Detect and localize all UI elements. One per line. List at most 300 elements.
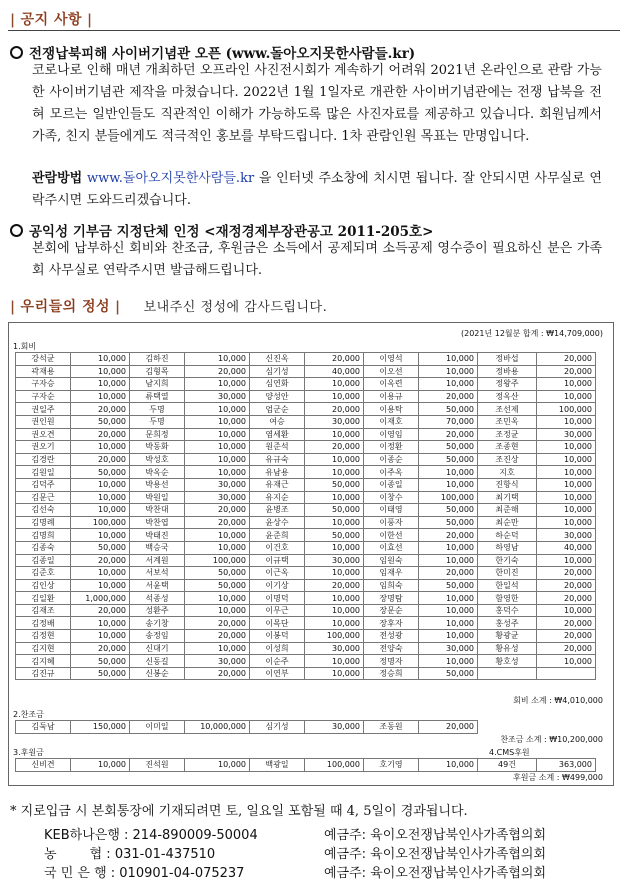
donor-name-cell: 정승희 <box>364 667 419 680</box>
amount-cell: 10,000 <box>305 378 364 391</box>
donor-name-cell: 이옥련 <box>364 378 419 391</box>
amount-cell: 50,000 <box>419 516 478 529</box>
bank-holder-1: 예금주: 육이오전쟁납북인사가족협의회 <box>324 828 546 843</box>
table-row <box>16 630 596 643</box>
amount-cell: 10,000 <box>537 390 596 403</box>
amount-cell: 10,000 <box>185 759 250 772</box>
amount-cell: 50,000 <box>419 579 478 592</box>
donor-name-cell: 심연화 <box>250 378 305 391</box>
donor-name-cell: 한미진 <box>478 567 537 580</box>
donor-name-cell <box>478 667 537 680</box>
amount-cell: 30,000 <box>185 491 250 504</box>
donations-subtitle: 보내주신 정성에 감사드립니다. <box>143 300 328 315</box>
donor-name-cell: 김지현 <box>16 642 71 655</box>
amount-cell: 10,000 <box>71 617 130 630</box>
notice-item2-title <box>10 220 433 240</box>
amount-cell: 10,000 <box>305 617 364 630</box>
amount-cell: 100,000 <box>419 491 478 504</box>
support-subtotal: 후원금 소계 : ₩499,000 <box>513 773 603 782</box>
sponsor-table <box>15 720 478 734</box>
amount-cell: 10,000 <box>185 604 250 617</box>
table-row <box>16 617 596 630</box>
donor-name-cell: 권일주 <box>16 403 71 416</box>
amount-cell: 10,000 <box>419 617 478 630</box>
amount-cell: 40,000 <box>305 365 364 378</box>
donor-name-cell: 이명덕 <box>250 592 305 605</box>
circle-bullet-icon <box>10 46 23 59</box>
donor-name-cell: 진석원 <box>130 759 185 772</box>
donations-box <box>8 322 614 786</box>
notice-section-title: | 공지 사항 | <box>10 12 93 28</box>
donor-name-cell: 송기창 <box>130 617 185 630</box>
donor-name-cell: 한일석 <box>478 579 537 592</box>
amount-cell: 10,000 <box>71 504 130 517</box>
donor-name-cell: 정바용 <box>478 365 537 378</box>
amount-cell: 10,000 <box>71 353 130 366</box>
donor-name-cell: 구자승 <box>16 378 71 391</box>
amount-cell: 10,000 <box>419 478 478 491</box>
amount-cell: 20,000 <box>185 667 250 680</box>
amount-cell: 10,000 <box>537 378 596 391</box>
amount-cell: 10,000 <box>537 441 596 454</box>
amount-cell: 10,000 <box>537 516 596 529</box>
table-row <box>16 378 596 391</box>
amount-cell: 20,000 <box>419 529 478 542</box>
amount-cell: 20,000 <box>185 504 250 517</box>
donor-name-cell: 윤상수 <box>250 516 305 529</box>
donor-name-cell: 염세환 <box>250 428 305 441</box>
amount-cell: 10,000 <box>185 541 250 554</box>
amount-cell: 10,000 <box>305 466 364 479</box>
donor-name-cell: 문희정 <box>130 428 185 441</box>
bank-line-2 <box>44 843 546 862</box>
amount-cell: 100,000 <box>305 630 364 643</box>
amount-cell: 20,000 <box>71 428 130 441</box>
amount-cell: 100,000 <box>537 403 596 416</box>
donor-name-cell: 황유성 <box>478 642 537 655</box>
donor-name-cell: 유지순 <box>250 491 305 504</box>
notice-title: 공지 사항 <box>20 12 83 28</box>
amount-cell: 10,000 <box>185 529 250 542</box>
donor-name-cell: 이무근 <box>250 604 305 617</box>
amount-cell: 10,000 <box>305 491 364 504</box>
amount-cell: 10,000 <box>71 365 130 378</box>
support-label: 3.후원금 <box>13 748 44 757</box>
donor-name-cell: 황호성 <box>478 655 537 668</box>
donor-name-cell: 이기상 <box>250 579 305 592</box>
amount-cell: 50,000 <box>419 667 478 680</box>
amount-cell: 10,000 <box>419 353 478 366</box>
donor-name-cell: 서계원 <box>130 554 185 567</box>
bank-holder-3: 예금주: 육이오전쟁납북인사가족협의회 <box>324 866 546 881</box>
donor-name-cell: 권오기 <box>16 441 71 454</box>
donor-name-cell: 최기택 <box>478 491 537 504</box>
donor-name-cell: 이순주 <box>250 655 305 668</box>
donor-name-cell: 이용탁 <box>364 403 419 416</box>
donor-name-cell: 이규택 <box>250 554 305 567</box>
bank-holder-2: 예금주: 육이오전쟁납북인사가족협의회 <box>324 847 546 862</box>
donor-name-cell: 이미일 <box>130 721 185 734</box>
amount-cell: 50,000 <box>305 478 364 491</box>
amount-cell: 20,000 <box>537 579 596 592</box>
donor-name-cell: 최준해 <box>478 504 537 517</box>
donor-name-cell: 이한선 <box>364 529 419 542</box>
table-row <box>16 541 596 554</box>
donor-name-cell: 유재근 <box>250 478 305 491</box>
method-label: 관람방법 <box>32 171 83 186</box>
amount-cell: 10,000 <box>71 378 130 391</box>
amount-cell: 10,000 <box>71 441 130 454</box>
donor-name-cell: 임원숙 <box>364 554 419 567</box>
donor-name-cell: 전양숙 <box>364 642 419 655</box>
amount-cell: 20,000 <box>537 630 596 643</box>
amount-cell: 10,000 <box>419 541 478 554</box>
donor-name-cell: 정왕주 <box>478 378 537 391</box>
table-row <box>16 529 596 542</box>
table-row <box>16 604 596 617</box>
notice-item2-title-text: 공익성 기부금 지정단체 인정 <재정경제부장관공고 2011-205호> <box>29 224 434 240</box>
table-row <box>16 642 596 655</box>
amount-cell: 10,000 <box>419 604 478 617</box>
table-row <box>16 491 596 504</box>
donations-section-title: | 우리들의 정성 | 보내주신 정성에 감사드립니다. <box>10 299 328 315</box>
donor-name-cell: 심기성 <box>250 365 305 378</box>
donor-name-cell: 이영석 <box>364 353 419 366</box>
donor-name-cell: 서보석 <box>130 567 185 580</box>
amount-cell: 30,000 <box>185 655 250 668</box>
amount-cell: 10,000 <box>419 378 478 391</box>
amount-cell: 20,000 <box>305 441 364 454</box>
donor-name-cell: 조동원 <box>364 721 419 734</box>
donor-name-cell: 양성안 <box>250 390 305 403</box>
donor-name-cell: 조종현 <box>478 441 537 454</box>
donor-name-cell: 최순만 <box>478 516 537 529</box>
amount-cell: 100,000 <box>305 759 364 772</box>
table-row <box>16 721 478 734</box>
donor-name-cell: 원준석 <box>250 441 305 454</box>
donor-name-cell: 호기영 <box>364 759 419 772</box>
amount-cell: 20,000 <box>71 642 130 655</box>
bank-account-1: KEB하나은행 : 214-890009-50004 <box>44 828 258 843</box>
table-row <box>16 428 596 441</box>
donor-name-cell: 신진옥 <box>250 353 305 366</box>
amount-cell: 10,000 <box>71 567 130 580</box>
donor-name-cell: 윤병조 <box>250 504 305 517</box>
amount-cell: 30,000 <box>537 529 596 542</box>
table-row <box>16 453 596 466</box>
table-row <box>16 441 596 454</box>
donor-name-cell: 김지혜 <box>16 655 71 668</box>
amount-cell: 10,000 <box>305 592 364 605</box>
donor-name-cell: 박옥순 <box>130 466 185 479</box>
sponsor-label: 2.찬조금 <box>13 710 44 719</box>
donor-name-cell: 이근옥 <box>250 567 305 580</box>
amount-cell: 50,000 <box>305 529 364 542</box>
amount-cell: 10,000 <box>537 415 596 428</box>
donor-name-cell: 이풍자 <box>364 516 419 529</box>
donor-name-cell: 남지희 <box>130 378 185 391</box>
notice-item1-method <box>32 168 602 212</box>
donations-title: 우리들의 정성 <box>20 299 111 315</box>
donor-name-cell: 김선숙 <box>16 504 71 517</box>
amount-cell: 10,000 <box>419 466 478 479</box>
donor-name-cell: 백승국 <box>130 541 185 554</box>
amount-cell: 10,000 <box>305 453 364 466</box>
amount-cell: 30,000 <box>305 721 364 734</box>
amount-cell: 20,000 <box>419 428 478 441</box>
donor-name-cell: 이재호 <box>364 415 419 428</box>
amount-cell: 50,000 <box>71 655 130 668</box>
donor-name-cell: 신대기 <box>130 642 185 655</box>
donor-name-cell: 홍덕수 <box>478 604 537 617</box>
donor-name-cell: 권오견 <box>16 428 71 441</box>
amount-cell: 10,000 <box>71 529 130 542</box>
amount-cell: 10,000 <box>185 428 250 441</box>
donor-name-cell: 박찬대 <box>130 504 185 517</box>
dues-table <box>15 352 596 680</box>
bank-account-2: 농 협 : 031-01-437510 <box>44 847 216 862</box>
amount-cell: 20,000 <box>537 567 596 580</box>
amount-cell: 50,000 <box>419 403 478 416</box>
donor-name-cell: 김경란 <box>16 453 71 466</box>
amount-cell: 10,000 <box>419 365 478 378</box>
amount-cell: 50,000 <box>71 466 130 479</box>
amount-cell: 10,000 <box>185 592 250 605</box>
donor-name-cell: 한기숙 <box>478 554 537 567</box>
donor-name-cell: 두명 <box>130 403 185 416</box>
donor-name-cell: 황광균 <box>478 630 537 643</box>
amount-cell: 10,000 <box>305 567 364 580</box>
donor-name-cell: 하순덕 <box>478 529 537 542</box>
donor-name-cell: 이성희 <box>250 642 305 655</box>
donor-name-cell: 함영한 <box>478 592 537 605</box>
amount-cell: 10,000 <box>305 428 364 441</box>
table-row <box>16 516 596 529</box>
amount-cell: 20,000 <box>71 453 130 466</box>
amount-cell: 40,000 <box>537 541 596 554</box>
bank-line-1 <box>44 824 546 843</box>
donor-name-cell: 임재우 <box>364 567 419 580</box>
amount-cell: 50,000 <box>71 415 130 428</box>
donor-name-cell: 유규숙 <box>250 453 305 466</box>
donor-name-cell: 류택열 <box>130 390 185 403</box>
cms-label: 4.CMS후원 <box>489 748 530 757</box>
donor-name-cell: 하영남 <box>478 541 537 554</box>
donor-name-cell: 전성광 <box>364 630 419 643</box>
donor-name-cell: 이오선 <box>364 365 419 378</box>
amount-cell: 20,000 <box>71 554 130 567</box>
table-row <box>16 579 596 592</box>
amount-cell: 20,000 <box>71 604 130 617</box>
amount-cell: 10,000 <box>537 604 596 617</box>
amount-cell: 10,000 <box>305 604 364 617</box>
amount-cell: 50,000 <box>305 504 364 517</box>
donor-name-cell: 박성호 <box>130 453 185 466</box>
donor-name-cell: 김명례 <box>16 516 71 529</box>
amount-cell: 50,000 <box>185 579 250 592</box>
amount-cell: 10,000 <box>185 415 250 428</box>
donor-name-cell: 송정임 <box>130 630 185 643</box>
donor-name-cell: 장문순 <box>364 604 419 617</box>
donor-name-cell: 박동화 <box>130 441 185 454</box>
donor-name-cell: 김종숙 <box>16 541 71 554</box>
amount-cell: 30,000 <box>305 415 364 428</box>
support-table <box>15 758 596 772</box>
amount-cell: 10,000 <box>185 353 250 366</box>
amount-cell <box>537 667 596 680</box>
amount-cell: 10,000 <box>185 378 250 391</box>
notice-item1-body: 코로나로 인해 매년 개최하던 오프라인 사진전시회가 계속하기 어려워 2021년 온라인으로 관람 가능한 사이버기념관 제작을 마쳤습니다. 2022년 1월 1일자로 개관한 사이버기념관에는 전쟁 납북을 전혀 모르는 일반인들도 직관적인 이해가 가능하도록 많은 사진자료를 제공하고 있습니다. 회원님께서 가족, 친지 분들에게도 적극적인 홍보를 부탁드립니다. 1차 관람인원 목표는 만명입니다. <box>32 63 602 144</box>
donor-name-cell: 박원일 <box>130 491 185 504</box>
donor-name-cell: 엄군순 <box>250 403 305 416</box>
amount-cell: 20,000 <box>537 353 596 366</box>
notice-item1-title-text: 전쟁납북피해 사이버기념관 오픈 (www.돌아오지못한사람들.kr) <box>29 46 416 62</box>
amount-cell: 10,000 <box>185 441 250 454</box>
amount-cell: 20,000 <box>537 617 596 630</box>
notice-item1-title <box>10 42 415 62</box>
table-row <box>16 353 596 366</box>
table-row <box>16 478 596 491</box>
donor-name-cell: 박태진 <box>130 529 185 542</box>
bank-account-3: 국 민 은 행 : 010901-04-075237 <box>44 866 245 881</box>
amount-cell: 20,000 <box>185 516 250 529</box>
donor-name-cell: 지호 <box>478 466 537 479</box>
amount-cell: 10,000 <box>537 478 596 491</box>
donor-name-cell: 김정배 <box>16 617 71 630</box>
table-row <box>16 466 596 479</box>
amount-cell: 10,000 <box>537 491 596 504</box>
amount-cell: 20,000 <box>537 592 596 605</box>
amount-cell: 10,000 <box>537 655 596 668</box>
donor-name-cell: 신봉순 <box>130 667 185 680</box>
amount-cell: 30,000 <box>185 478 250 491</box>
donor-name-cell: 서윤택 <box>130 579 185 592</box>
amount-cell: 30,000 <box>537 428 596 441</box>
donor-name-cell: 김일환 <box>16 592 71 605</box>
donor-name-cell: 백광일 <box>250 759 305 772</box>
donor-name-cell: 김하진 <box>130 353 185 366</box>
amount-cell: 10,000 <box>71 491 130 504</box>
donor-name-cell: 유남용 <box>250 466 305 479</box>
table-row <box>16 390 596 403</box>
amount-cell: 30,000 <box>419 642 478 655</box>
amount-cell: 50,000 <box>71 667 130 680</box>
donor-name-cell: 조정균 <box>478 428 537 441</box>
amount-cell: 10,000 <box>305 541 364 554</box>
amount-cell: 20,000 <box>185 365 250 378</box>
amount-cell: 10,000 <box>71 579 130 592</box>
donor-name-cell: 49건 <box>478 759 537 772</box>
amount-cell: 50,000 <box>185 567 250 580</box>
table-row <box>16 567 596 580</box>
amount-cell: 20,000 <box>419 721 478 734</box>
table-row <box>16 504 596 517</box>
amount-cell: 20,000 <box>185 617 250 630</box>
donor-name-cell: 신동길 <box>130 655 185 668</box>
amount-cell: 10,000 <box>537 453 596 466</box>
amount-cell: 20,000 <box>305 403 364 416</box>
amount-cell: 10,000 <box>71 390 130 403</box>
amount-cell: 50,000 <box>419 453 478 466</box>
donor-name-cell: 곽재용 <box>16 365 71 378</box>
amount-cell: 20,000 <box>537 642 596 655</box>
donor-name-cell: 홍성주 <box>478 617 537 630</box>
donor-name-cell: 임희숙 <box>364 579 419 592</box>
donations-summary: (2021년 12월분 합계 : ₩14,709,000) <box>460 329 603 338</box>
donor-name-cell: 김인상 <box>16 579 71 592</box>
donor-name-cell: 이연부 <box>250 667 305 680</box>
donor-name-cell: 김덕주 <box>16 478 71 491</box>
amount-cell: 50,000 <box>71 541 130 554</box>
donor-name-cell: 두명 <box>130 415 185 428</box>
donor-name-cell: 김형목 <box>130 365 185 378</box>
donor-name-cell: 권인원 <box>16 415 71 428</box>
amount-cell: 10,000 <box>419 554 478 567</box>
notice-item2-body: 본회에 납부하신 회비와 찬조금, 후원금은 소득에서 공제되며 소득공제 영수증이 필요하신 분은 가족회 사무실로 연락주시면 발급해드립니다. <box>32 241 602 278</box>
amount-cell: 20,000 <box>305 353 364 366</box>
donor-name-cell: 박용선 <box>130 478 185 491</box>
donor-name-cell: 조선제 <box>478 403 537 416</box>
donor-name-cell: 신비견 <box>16 759 71 772</box>
amount-cell: 30,000 <box>305 554 364 567</box>
donor-name-cell: 박찬엽 <box>130 516 185 529</box>
table-row <box>16 415 596 428</box>
donor-name-cell: 이종일 <box>364 478 419 491</box>
donor-name-cell: 김원일 <box>16 466 71 479</box>
donor-name-cell: 김정현 <box>16 630 71 643</box>
amount-cell: 10,000 <box>185 466 250 479</box>
amount-cell: 20,000 <box>537 365 596 378</box>
sponsor-subtotal: 찬조금 소계 : ₩10,200,000 <box>500 735 603 744</box>
donor-name-cell: 윤준희 <box>250 529 305 542</box>
donor-name-cell: 이영임 <box>364 428 419 441</box>
donor-name-cell: 정명자 <box>364 655 419 668</box>
donor-name-cell: 조민옥 <box>478 415 537 428</box>
table-row <box>16 655 596 668</box>
donor-name-cell: 심기성 <box>250 721 305 734</box>
table-row <box>16 759 596 772</box>
amount-cell: 10,000 <box>537 554 596 567</box>
amount-cell: 10,000 <box>305 655 364 668</box>
amount-cell: 10,000 <box>537 466 596 479</box>
donor-name-cell: 김준호 <box>16 567 71 580</box>
donor-name-cell: 이효선 <box>364 541 419 554</box>
amount-cell: 10,000 <box>419 592 478 605</box>
amount-cell: 50,000 <box>419 441 478 454</box>
amount-cell: 10,000 <box>305 516 364 529</box>
donor-name-cell: 강석균 <box>16 353 71 366</box>
donor-name-cell: 장후자 <box>364 617 419 630</box>
donor-name-cell: 김진규 <box>16 667 71 680</box>
donor-name-cell: 이태영 <box>364 504 419 517</box>
amount-cell: 10,000 <box>305 390 364 403</box>
dues-label: 1.회비 <box>13 342 37 351</box>
amount-cell: 10,000 <box>419 759 478 772</box>
donor-name-cell: 이창수 <box>364 491 419 504</box>
table-row <box>16 592 596 605</box>
amount-cell: 20,000 <box>419 567 478 580</box>
amount-cell: 10,000 <box>71 759 130 772</box>
table-row <box>16 667 596 680</box>
donor-name-cell: 정옥산 <box>478 390 537 403</box>
table-row <box>16 554 596 567</box>
bank-line-3 <box>44 862 546 881</box>
donor-name-cell: 이종순 <box>364 453 419 466</box>
amount-cell: 10,000 <box>419 655 478 668</box>
dues-subtotal: 회비 소계 : ₩4,010,000 <box>513 696 603 705</box>
memorial-url-link[interactable]: www.돌아오지못한사람들.kr <box>86 171 255 186</box>
notice-divider <box>8 30 620 31</box>
